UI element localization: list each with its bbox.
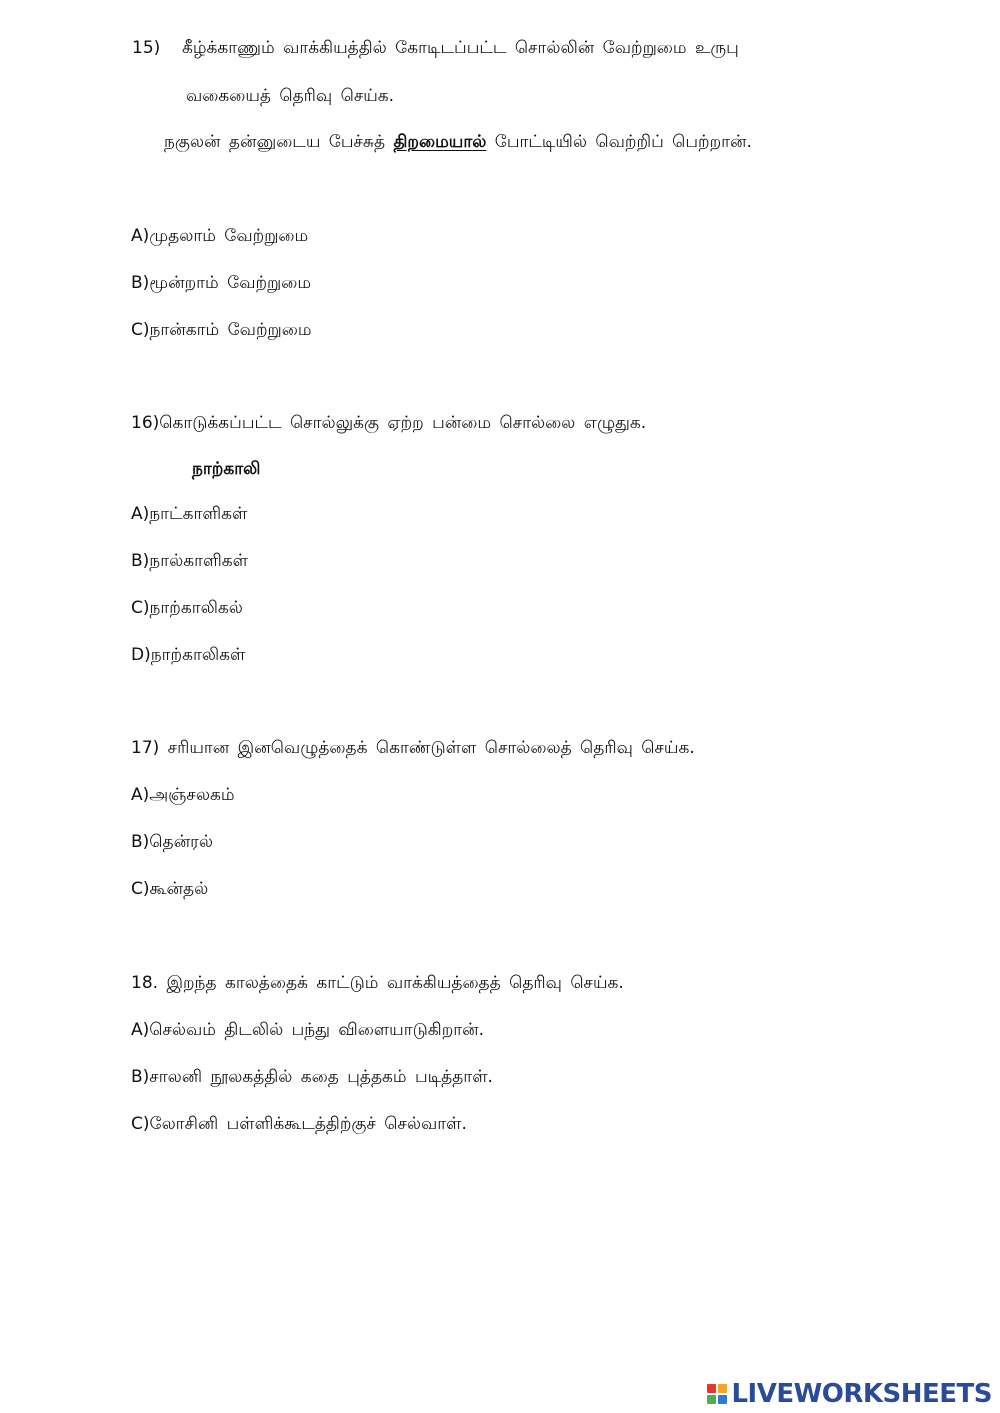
question-18-option-b[interactable]: B)சாலனி நூலகத்தில் கதை புத்தகம் படித்தாள்.: [131, 1067, 493, 1087]
question-16-option-d[interactable]: D)நாற்காலிகள்: [131, 645, 246, 665]
question-16-line: [131, 411, 646, 435]
question-17-number: 17): [131, 738, 160, 758]
question-15-number: 15): [132, 38, 161, 58]
question-18-option-c[interactable]: C)லோசினி பள்ளிக்கூடத்திற்குச் செல்வாள்.: [131, 1114, 467, 1134]
question-16-given-word: நாற்காலி: [192, 459, 261, 479]
question-17-option-c[interactable]: C)கூன்தல்: [131, 879, 209, 899]
question-16-prompt: கொடுக்கப்பட்ட சொல்லுக்கு ஏற்ற பன்மை சொல்லை எழுதுக.: [159, 413, 647, 433]
liveworksheets-brand-text: LIVEWORKSHEETS: [731, 1379, 992, 1409]
question-18-prompt: இறந்த காலத்தைக் காட்டும் வாக்கியத்தைத் தெரிவு செய்க.: [166, 973, 624, 993]
question-17-option-a[interactable]: A)அஞ்சலகம்: [131, 785, 235, 805]
question-15-prompt-line2: வகையைத் தெரிவு செய்க.: [186, 86, 395, 106]
question-15-option-c[interactable]: C)நான்காம் வேற்றுமை: [131, 320, 312, 340]
question-18-option-a[interactable]: A)செல்வம் திடலில் பந்து விளையாடுகிறான்.: [131, 1020, 485, 1040]
question-18-number: 18.: [131, 973, 159, 993]
liveworksheets-logo-icon: [707, 1384, 727, 1404]
question-15-option-a[interactable]: A)முதலாம் வேற்றுமை: [131, 226, 309, 246]
question-15-prompt-line1: கீழ்க்காணும் வாக்கியத்தில் கோடிடப்பட்ட சொல்லின் வேற்றுமை உருபு: [182, 38, 739, 58]
question-15-line1: [132, 36, 739, 60]
underlined-word: திறமையால்: [393, 132, 487, 152]
question-18-line: [131, 971, 624, 995]
question-16-number: 16): [131, 413, 160, 433]
liveworksheets-logo: [707, 1381, 992, 1407]
question-15-sentence: [164, 130, 752, 154]
question-16-option-c[interactable]: C)நாற்காலிகல்: [131, 598, 243, 618]
question-17-option-b[interactable]: B)தென்ரல்: [131, 832, 213, 852]
sentence-after: போட்டியில் வெற்றிப் பெற்றான்.: [486, 132, 752, 152]
question-15-option-b[interactable]: B)மூன்றாம் வேற்றுமை: [131, 273, 312, 293]
question-17-line: [131, 736, 695, 760]
question-17-prompt: சரியான இனவெழுத்தைக் கொண்டுள்ள சொல்லைத் தெரிவு செய்க.: [167, 738, 695, 758]
question-16-option-b[interactable]: B)நால்காளிகள்: [131, 551, 248, 571]
question-16-option-a[interactable]: A)நாட்காளிகள்: [131, 504, 248, 524]
sentence-before: நகுலன் தன்னுடைய பேச்சுத்: [164, 132, 394, 152]
